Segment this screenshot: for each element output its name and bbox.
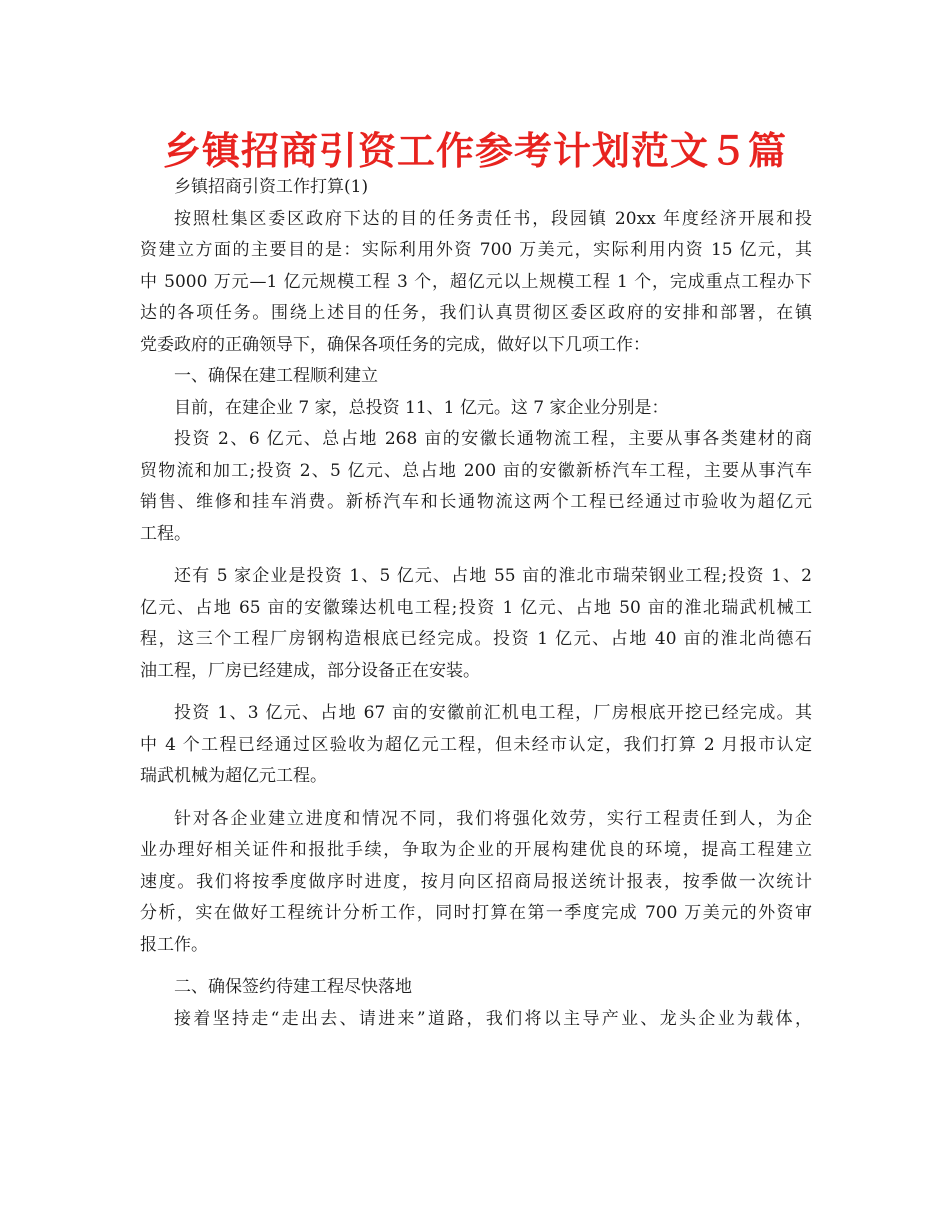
- section-subtitle: 乡镇招商引资工作打算(1): [174, 177, 369, 197]
- document-title: 乡镇招商引资工作参考计划范文５篇: [162, 129, 787, 173]
- paragraph-line: 速度。我们将按季度做序时进度，按月向区招商局报送统计报表，按季做一次统计: [140, 871, 812, 892]
- paragraph-line: 接着坚持走“走出去、请进来”道路，我们将以主导产业、龙头企业为载体，: [174, 1008, 812, 1029]
- paragraph-line: 程，这三个工程厂房钢构造根底已经完成。投资 1 亿元、占地 40 亩的淮北尚德石: [140, 629, 812, 649]
- paragraph-line: 亿元、占地 65 亩的安徽臻达机电工程;投资 1 亿元、占地 50 亩的淮北瑞武机械工: [140, 597, 812, 618]
- paragraph-line: 瑞武机械为超亿元工程。: [140, 766, 327, 786]
- paragraph-line: 中 4 个工程已经通过区验收为超亿元工程，但未经市认定，我们打算 2 月报市认定: [140, 734, 812, 755]
- paragraph-line: 达的各项任务。围绕上述目的任务，我们认真贯彻区委区政府的安排和部署，在镇: [140, 303, 812, 323]
- paragraph-line: 油工程，厂房已经建成，部分设备正在安装。: [140, 660, 480, 681]
- paragraph-line: 报工作。: [140, 934, 208, 955]
- paragraph-line: 目前，在建企业 7 家，总投资 11、1 亿元。这 7 家企业分别是：: [174, 397, 669, 418]
- paragraph-line: 按照杜集区委区政府下达的目的任务责任书，段园镇 20xx 年度经济开展和投: [174, 208, 812, 229]
- paragraph-line: 分析，实在做好工程统计分析工作，同时打算在第一季度完成 700 万美元的外资审: [140, 903, 812, 923]
- paragraph-line: 贸物流和加工;投资 2、5 亿元、总占地 200 亩的安徽新桥汽车工程，主要从事汽车: [140, 460, 812, 481]
- paragraph-line: 工程。: [140, 523, 191, 544]
- paragraph-line: 党委政府的正确领导下，确保各项任务的完成，做好以下几项工作：: [140, 334, 650, 355]
- document-body: [140, 172, 812, 1035]
- paragraph-line: 投资 1、3 亿元、占地 67 亩的安徽前汇机电工程，厂房根底开挖已经完成。其: [174, 703, 812, 723]
- paragraph-line: 还有 5 家企业是投资 1、5 亿元、占地 55 亩的淮北市瑞荣钢业工程;投资 1、2: [174, 566, 812, 586]
- paragraph-line: 销售、维修和挂车消费。新桥汽车和长通物流这两个工程已经通过市验收为超亿元: [140, 492, 812, 512]
- paragraph-line: 中 5000 万元—1 亿元规模工程 3 个，超亿元以上规模工程 1 个，完成重点工程办下: [140, 271, 812, 292]
- section-heading: 一、确保在建工程顺利建立: [174, 366, 378, 386]
- paragraph-line: 投资 2、6 亿元、总占地 268 亩的安徽长通物流工程，主要从事各类建材的商: [174, 429, 812, 449]
- paragraph-line: 针对各企业建立进度和情况不同，我们将强化效劳，实行工程责任到人，为企: [174, 808, 812, 829]
- paragraph-line: 资建立方面的主要目的是：实际利用外资 700 万美元，实际利用内资 15 亿元，其: [140, 240, 812, 260]
- paragraph-line: 业办理好相关证件和报批手续，争取为企业的开展构建优良的环境，提高工程建立: [140, 840, 812, 860]
- section-heading: 二、确保签约待建工程尽快落地: [174, 977, 412, 997]
